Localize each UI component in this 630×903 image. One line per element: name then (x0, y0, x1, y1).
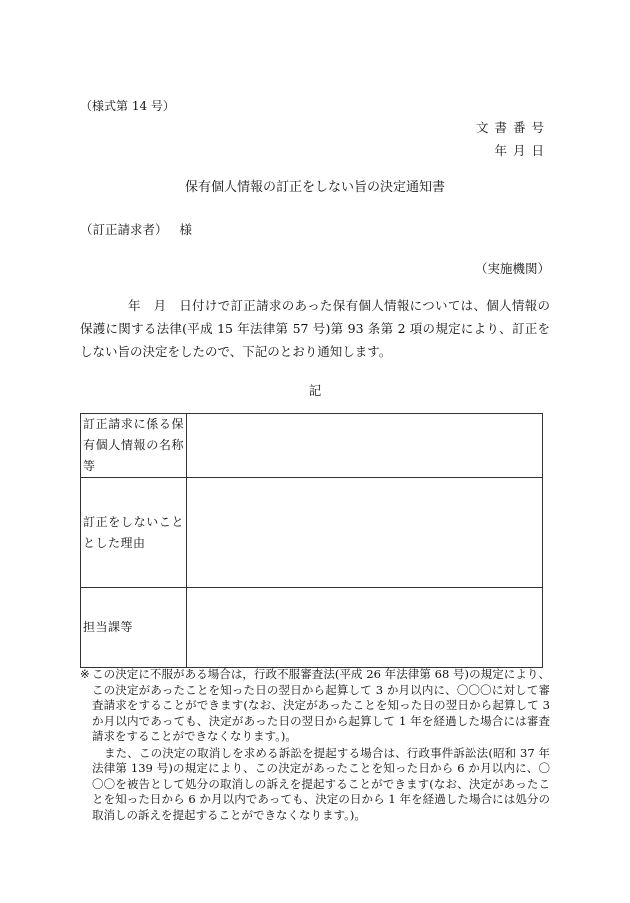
row-label-text: 訂正請求に係る保有個人情報の名称等 (83, 417, 184, 473)
row-label (81, 414, 187, 478)
row-label-text: 担当課等 (83, 620, 134, 634)
table-row (81, 588, 543, 668)
document-date-label: 年月日 (494, 143, 550, 158)
issuing-agency: （実施機関） (474, 261, 550, 276)
table-row (81, 414, 543, 478)
row-value (187, 588, 543, 668)
notice-body: 年 月 日付けで訂正請求のあった保有個人情報については、個人情報の保護に関する法律(平成 15 年法律第 57 号)第 93 条第 2 項の規定により、訂正をしない旨の決定をしたので、下記のとおり通知します。 (80, 298, 550, 359)
addressee (80, 220, 192, 238)
addressee-honorific: 様 (179, 222, 193, 237)
row-label (81, 588, 187, 668)
document-number-label: 文書番号 (475, 120, 550, 135)
row-label-text: 訂正をしないこととした理由 (83, 514, 184, 550)
document-title: 保有個人情報の訂正をしない旨の決定通知書 (184, 180, 445, 195)
note-paragraph-2: また、この決定の取消しを求める訴訟を提起する場合は、行政事件訴訟法(昭和 37 年法律第 139 号)の規定により、この決定があったことを知った日から 6 か月以内に、〇〇〇を被告として処分の取消しの訴えを提起することができます(なお、決定があったことを知った日から 6 か月以内であっても、決定の日から 1 年を経過した場合には処分の取消しの訴えを提起することができなくなります。)。 (92, 745, 550, 822)
detail-table (80, 413, 543, 668)
ki-heading: 記 (308, 383, 322, 398)
table-row (81, 478, 543, 588)
appeal-note (80, 667, 550, 823)
note-paragraph-1 (80, 667, 550, 745)
row-label (81, 478, 187, 588)
note-mark: ※ (80, 667, 90, 681)
form-number: （様式第 14 号） (80, 99, 175, 113)
row-value (187, 478, 543, 588)
note-text-1: この決定に不服がある場合は，行政不服審査法(平成 26 年法律第 68 号)の規定により、この決定があったことを知った日の翌日から起算して 3 か月以内に、〇〇〇に対して審査請求をすることができます(なお、決定があったことを知った日の翌日から起算して 3 か月以内であっても、決定があった日の翌日から起算して 1 年を経過した場合には審査請求をすることができなくなります。)。 (92, 667, 550, 743)
row-value (187, 414, 543, 478)
addressee-name: （訂正請求者） (80, 222, 168, 237)
